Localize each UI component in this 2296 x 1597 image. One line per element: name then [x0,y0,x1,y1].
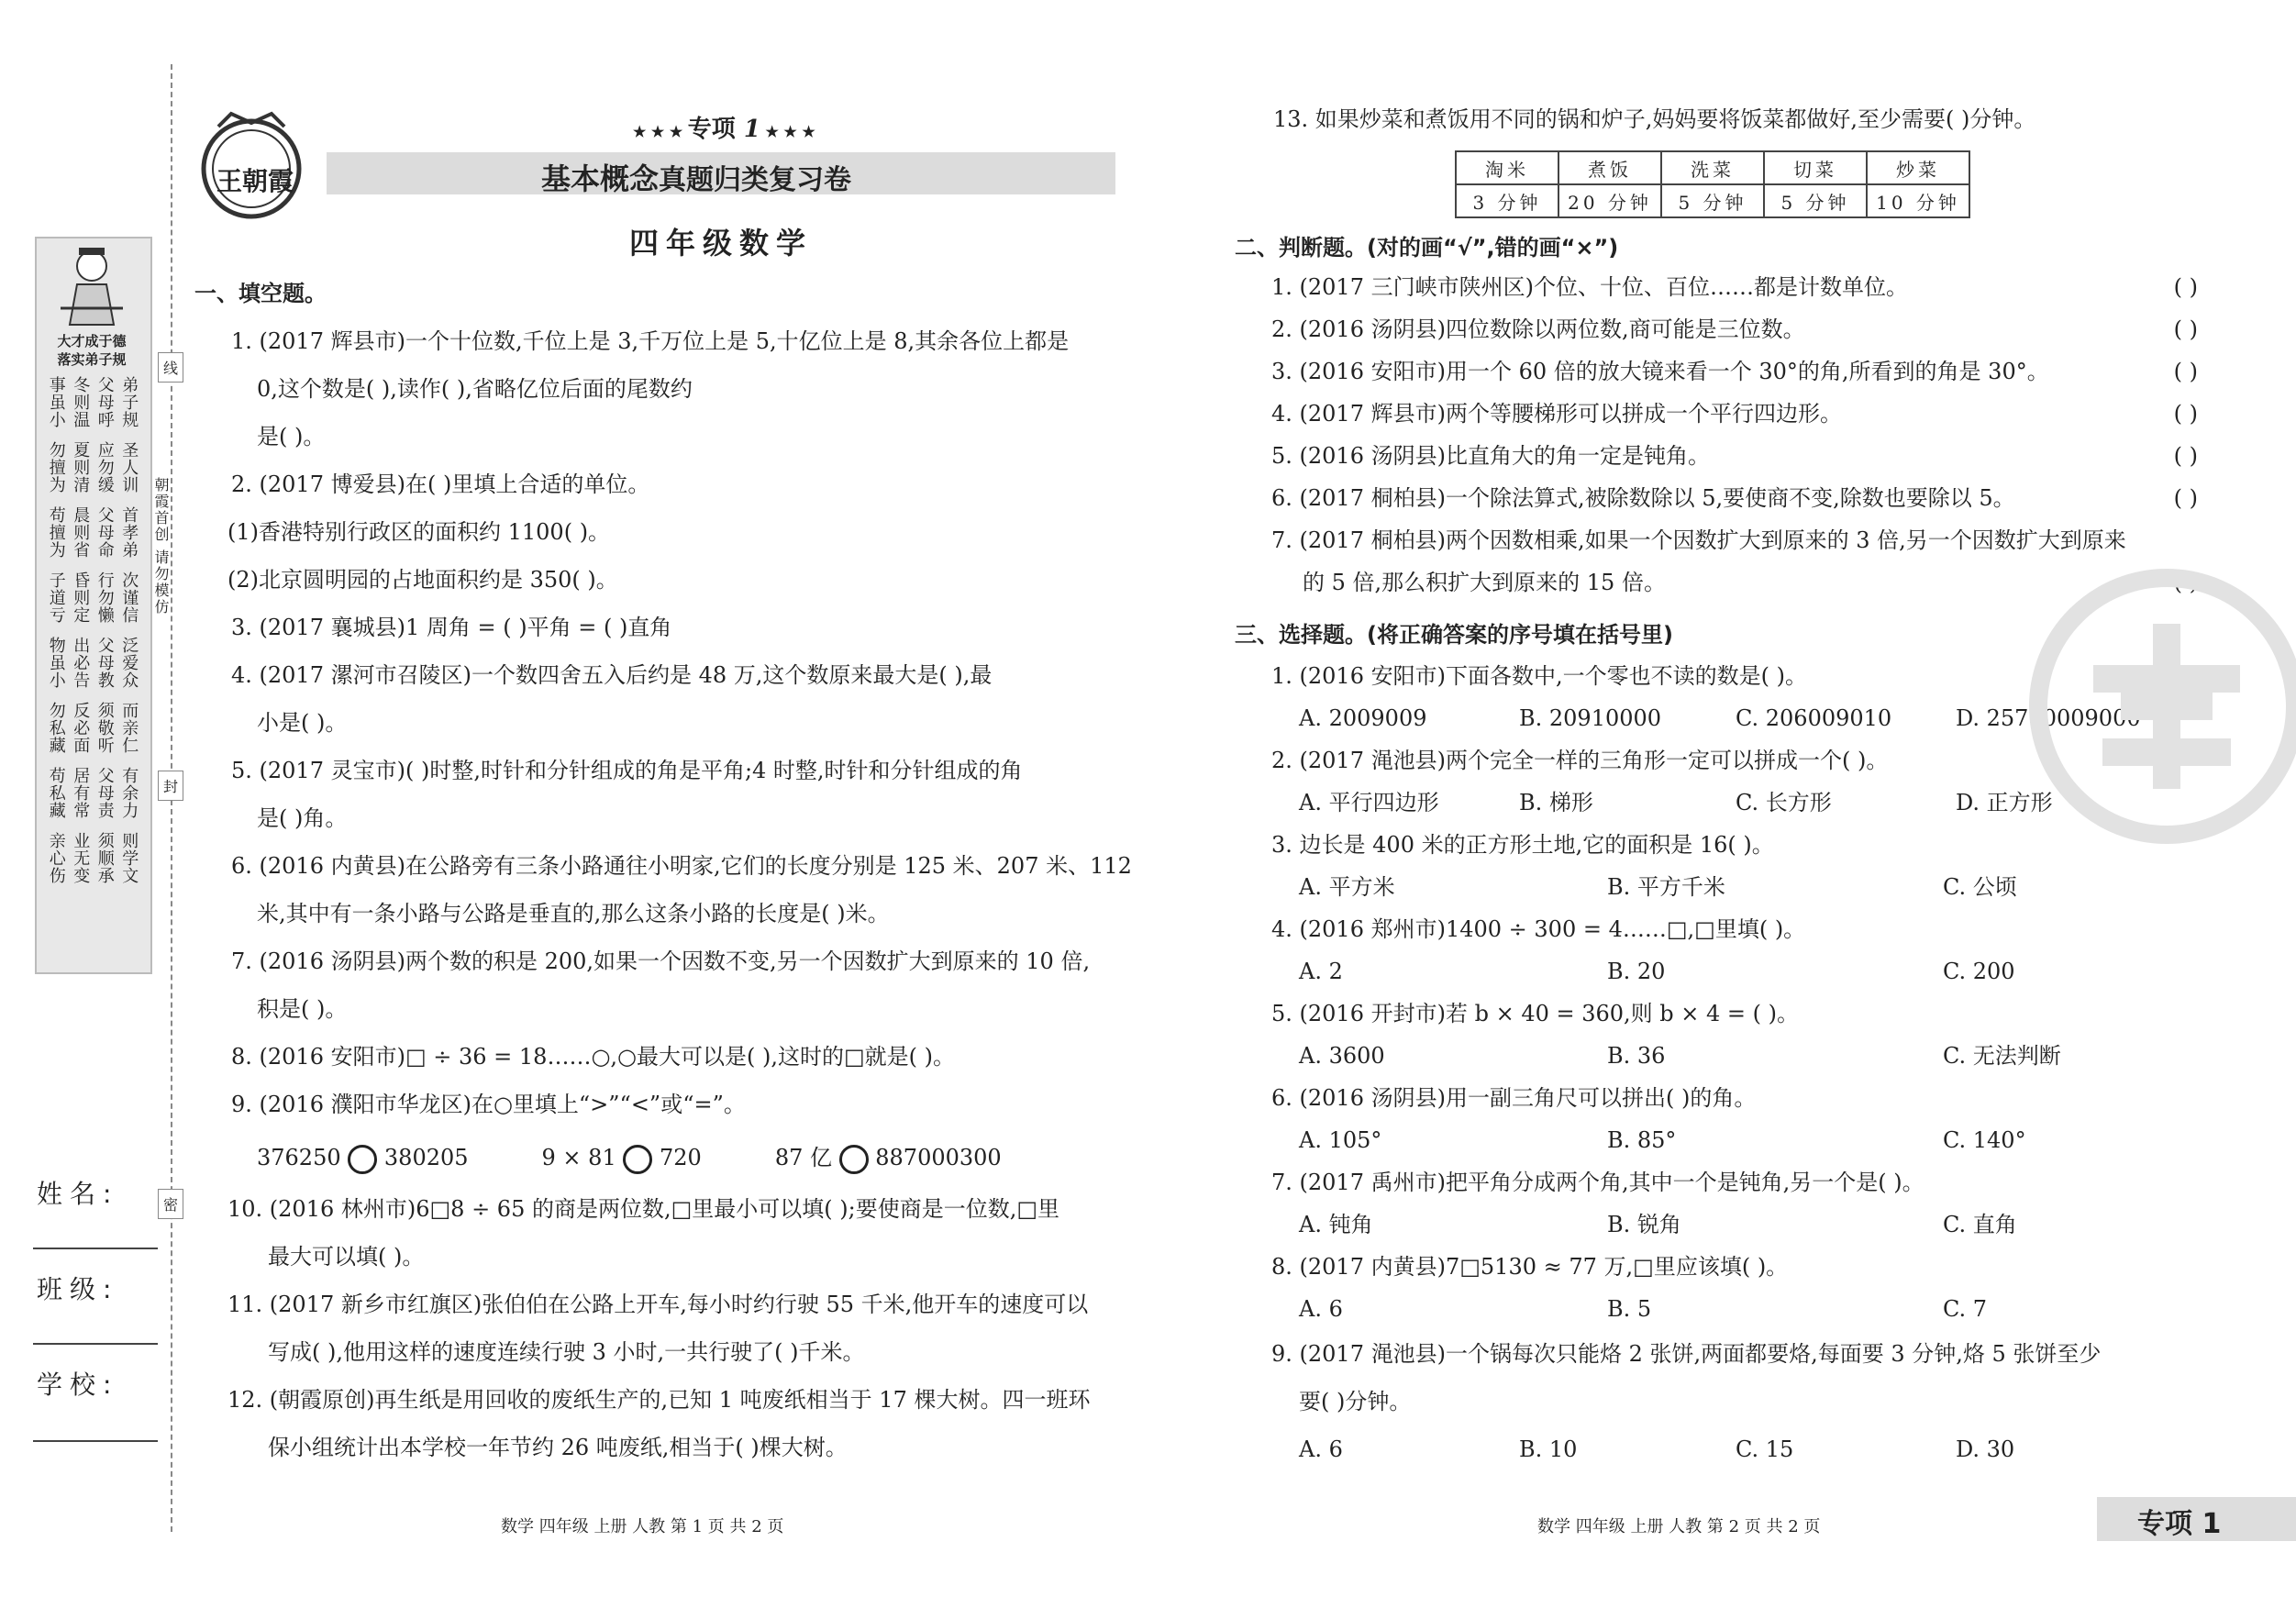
question-line: 最大可以填( )。 [268,1244,425,1270]
question-line: 6. (2016 内黄县)在公路旁有三条小路通往小明家,它们的长度分别是 125 米、207 米、112 [231,853,1132,879]
judge-item: 1. (2017 三门峡市陕州区)个位、十位、百位……都是计数单位。 ( ) [1271,266,2198,308]
verse-column: 父母呼 [94,376,115,428]
verse-column: 则学文 [119,832,139,884]
option[interactable]: A. 6 [1299,1296,1343,1322]
verse-column: 父母命 [94,506,115,559]
verse-block [44,376,141,428]
judge-item: 5. (2016 汤阴县)比直角大的角一定是钝角。 ( ) [1271,435,2198,477]
table-cell: 10 分钟 [1867,184,1969,217]
verse-column: 亲心伤 [46,832,66,884]
table-header-cell: 洗菜 [1661,151,1764,184]
question-line: 是( )。 [257,424,326,449]
verse-block [44,506,141,559]
compare-item: 87 亿 887000300 [775,1134,1002,1181]
option[interactable]: A. 3600 [1299,1043,1385,1069]
verse-column: 居有常 [71,767,91,819]
table-header-cell: 煮饭 [1558,151,1661,184]
judge-item: 2. (2016 汤阴县)四位数除以两位数,商可能是三位数。 ( ) [1271,308,2198,350]
school-field[interactable] [33,1440,158,1442]
scholar-illustration-icon [42,244,141,327]
page-title [541,156,851,198]
option[interactable]: A. 钝角 [1299,1212,1373,1237]
name-label: 姓名: [37,1179,119,1209]
verse-column: 而亲仁 [119,702,139,754]
question-line: 米,其中有一条小路与公路是垂直的,那么这条小路的长度是( )米。 [257,901,890,926]
answer-paren[interactable]: ( ) [2173,359,2198,384]
answer-paren[interactable]: ( ) [2173,485,2198,511]
logo-text: 王朝霞 [216,166,294,196]
choice-question: 7. (2017 禹州市)把平角分成两个角,其中一个是钝角,另一个是( )。 [1271,1170,1924,1195]
verse-column: 昏则定 [71,571,91,624]
table-row [1456,151,1969,184]
option[interactable]: B. 36 [1607,1043,1666,1069]
option[interactable]: B. 85° [1607,1127,1677,1153]
section-title: 三、选择题。(将正确答案的序号填在括号里) [1235,622,1673,648]
choice-question: 6. (2016 汤阴县)用一副三角尺可以拼出( )的角。 [1271,1085,1757,1111]
cut-mark-line: 线 [158,352,183,383]
choice-options [1271,1119,2207,1161]
table-cell: 5 分钟 [1661,184,1764,217]
table-cell: 20 分钟 [1558,184,1661,217]
strip-motto [37,332,147,369]
cut-mark-secret: 密 [158,1189,183,1219]
choice-question: 1. (2016 安阳市)下面各数中,一个零也不读的数是( )。 [1271,663,1807,689]
option[interactable]: A. 2009009 [1299,705,1427,731]
verse-column: 夏则清 [71,441,91,494]
choice-options [1271,866,2207,908]
verse-column: 业无变 [71,832,91,884]
option[interactable]: D. 30 [1956,1436,2015,1462]
verse-column: 次谨信 [119,571,139,624]
verse-column: 冬则温 [71,376,91,428]
motto-line-2: 落实弟子规 [57,351,127,368]
verse-column: 泛爱众 [119,637,139,689]
judge-item: 6. (2017 桐柏县)一个除法算式,被除数除以 5,要使商不变,除数也要除以 5。 ( ) [1271,477,2198,519]
verse-block [44,832,141,884]
choice-question: 2. (2017 渑池县)两个完全一样的三角形一定可以拼成一个( )。 [1271,748,1889,773]
cooking-time-table [1455,150,1970,218]
option[interactable]: C. 长方形 [1736,790,1832,815]
school-label: 学校: [37,1370,119,1400]
verse-column: 须敬听 [94,702,115,754]
option[interactable]: B. 20910000 [1519,705,1662,731]
choice-question: 4. (2016 郑州市)1400 ÷ 300 = 4……□,□里填( )。 [1271,916,1806,942]
answer-paren[interactable]: ( ) [2173,274,2198,300]
choice-options [1271,1425,2207,1473]
question-line: 是( )角。 [257,805,348,831]
judge-item: 的 5 倍,那么积扩大到原来的 15 倍。 ( ) [1271,561,2198,604]
table-cell: 5 分钟 [1764,184,1867,217]
option[interactable]: A. 平方米 [1299,874,1395,900]
title-rest: 真题归类复习卷 [659,164,852,196]
table-header-cell: 淘米 [1456,151,1558,184]
verse-column: 子道亏 [46,571,66,624]
option[interactable]: D. 25780009000 [1956,705,2141,731]
question-line: 小是( )。 [257,710,348,736]
option[interactable]: B. 10 [1519,1436,1578,1462]
compare-circle[interactable] [623,1145,652,1174]
verse-column: 首孝弟 [119,506,139,559]
verse-block [44,441,141,494]
verse-column: 物虽小 [46,637,66,689]
option[interactable]: C. 15 [1736,1436,1794,1462]
question-line: 11. (2017 新乡市红旗区)张伯伯在公路上开车,每小时约行驶 55 千米,他开车的速度可以 [227,1292,1089,1317]
choice-options [1271,1203,2207,1246]
option[interactable]: C. 200 [1943,959,2015,984]
verse-blocks [44,376,141,884]
option[interactable]: A. 105° [1299,1127,1382,1153]
verse-column: 反必面 [71,702,91,754]
option[interactable]: C. 直角 [1943,1212,2017,1237]
verse-column: 父母责 [94,767,115,819]
judge-item: 7. (2017 桐柏县)两个因数相乘,如果一个因数扩大到原来的 3 倍,另一个因数扩大到原来 [1271,527,2126,553]
answer-paren[interactable]: ( ) [2173,401,2198,427]
option[interactable]: B. 20 [1607,959,1666,984]
series-label: ★ ★ ★ 专项 1 ★ ★ ★ [633,116,815,143]
verse-column: 父母教 [94,637,115,689]
corner-label: 专项 1 [2137,1508,2222,1540]
secret-seal-icon [2029,569,2296,844]
option[interactable]: C. 公顷 [1943,874,2017,900]
vertical-note: 朝霞首创 请勿模仿 [152,477,170,616]
verse-column: 事虽小 [46,376,66,428]
compare-circle[interactable] [348,1145,377,1174]
answer-paren[interactable]: ( ) [2173,570,2198,595]
verse-block [44,571,141,624]
name-field[interactable] [33,1248,158,1249]
question-line: 0,这个数是( ),读作( ),省略亿位后面的尾数约 [257,376,693,402]
question-line: 保小组统计出本学校一年节约 26 吨废纸,相当于( )棵大树。 [268,1435,848,1460]
compare-item: 376250 380205 [257,1134,469,1181]
title-main: 基本概念 [541,161,660,196]
judge-item: 4. (2017 辉县市)两个等腰梯形可以拼成一个平行四边形。 ( ) [1271,393,2198,435]
verse-column: 苟私藏 [46,767,66,819]
question-line: 12. (朝霞原创)再生纸是用回收的废纸生产的,已知 1 吨废纸相当于 17 棵大树。四一班环 [227,1387,1091,1413]
option[interactable]: B. 锐角 [1607,1212,1681,1237]
compare-row [231,1134,1132,1181]
choice-question: 9. (2017 渑池县)一个锅每次只能烙 2 张饼,两面都要烙,每面要 3 分钟,烙 5 张饼至少 [1271,1341,2102,1367]
table-header-cell: 炒菜 [1867,151,1969,184]
class-label: 班级: [37,1274,119,1304]
answer-paren[interactable]: ( ) [2173,443,2198,469]
true-false-questions [1271,266,2198,604]
option[interactable]: B. 5 [1607,1296,1652,1322]
series-name: 专项 [687,116,736,143]
verse-block [44,637,141,689]
choice-options [1271,1035,2207,1077]
option[interactable]: B. 平方千米 [1607,874,1725,900]
page-footer-right: 数学 四年级 上册 人教 第 2 页 共 2 页 [1537,1517,1821,1536]
option[interactable]: A. 6 [1299,1436,1343,1462]
choice-question: 要( )分钟。 [1299,1389,1412,1414]
option[interactable]: A. 平行四边形 [1299,790,1439,815]
option[interactable]: B. 梯形 [1519,790,1593,815]
choice-options [1271,950,2207,993]
grade-subtitle: 四年级数学 [629,226,814,261]
table-cell: 3 分钟 [1456,184,1558,217]
table-header-cell: 切菜 [1764,151,1867,184]
question-line: 9. (2016 濮阳市华龙区)在○里填上“>”“<”或“=”。 [231,1092,746,1117]
verse-column: 勿擅为 [46,441,66,494]
question-line: (1)香港特别行政区的面积约 1100( )。 [227,519,611,545]
answer-paren[interactable]: ( ) [2173,316,2198,342]
verse-block [44,767,141,819]
option[interactable]: C. 140° [1943,1127,2026,1153]
series-number: 1 [743,116,760,143]
motto-line-1: 大才成于德 [57,333,127,349]
question-line: 写成( ),他用这样的速度连续行驶 3 小时,一共行驶了( )千米。 [268,1339,865,1365]
verse-column: 勿私藏 [46,702,66,754]
table-row [1456,184,1969,217]
verse-column: 出必告 [71,637,91,689]
question-line: 积是( )。 [257,996,348,1022]
section-title: 一、填空题。 [194,281,327,306]
option[interactable]: C. 7 [1943,1296,1988,1322]
question-line: 2. (2017 博爱县)在( )里填上合适的单位。 [231,471,650,497]
option[interactable]: D. 正方形 [1956,790,2053,815]
question-line: 4. (2017 漯河市召陵区)一个数四舍五入后约是 48 万,这个数原来最大是( ),最 [231,662,993,688]
page-footer-left: 数学 四年级 上册 人教 第 1 页 共 2 页 [501,1517,784,1536]
fill-blank-questions [227,317,1132,1471]
choice-question: 8. (2017 内黄县)7□5130 ≈ 77 万,□里应该填( )。 [1271,1254,1789,1280]
compare-circle[interactable] [839,1145,869,1174]
verse-column: 弟子规 [119,376,139,428]
question-line: 3. (2017 襄城县)1 周角 = ( )平角 = ( )直角 [231,615,672,640]
question-line: (2)北京圆明园的占地面积约是 350( )。 [227,567,618,593]
option[interactable]: A. 2 [1299,959,1343,984]
verse-block [44,702,141,754]
choice-options [1271,1288,2207,1330]
cut-mark-seal: 封 [158,771,183,801]
verse-column: 应勿缓 [94,441,115,494]
verse-column: 圣人训 [119,441,139,494]
question-line: 1. (2017 辉县市)一个十位数,千位上是 3,千万位上是 5,十亿位上是 8,其余各位上都是 [231,328,1070,354]
question-line: 5. (2017 灵宝市)( )时整,时针和分针组成的角是平角;4 时整,时针和分针组成的角 [231,758,1023,783]
class-field[interactable] [33,1343,158,1345]
question-line: 8. (2016 安阳市)□ ÷ 36 = 18……○,○最大可以是( ),这时的□就是( )。 [231,1044,955,1070]
verse-column: 苟擅为 [46,506,66,559]
question-13: 13. 如果炒菜和煮饭用不同的锅和炉子,妈妈要将饭菜都做好,至少需要( )分钟。 [1273,106,2036,132]
verse-column: 有余力 [119,767,139,819]
verse-column: 行勿懒 [94,571,115,624]
verse-column: 晨则省 [71,506,91,559]
judge-item: 3. (2016 安阳市)用一个 60 倍的放大镜来看一个 30°的角,所看到的角是 30°。 ( ) [1271,350,2198,393]
question-line: 10. (2016 林州市)6□8 ÷ 65 的商是两位数,□里最小可以填( );要使商是一位数,□里 [227,1196,1060,1222]
question-line: 7. (2016 汤阴县)两个数的积是 200,如果一个因数不变,另一个因数扩大到原来的 10 倍, [231,948,1091,974]
option[interactable]: C. 206009010 [1736,705,1892,731]
choice-question: 3. 边长是 400 米的正方形土地,它的面积是 16( )。 [1271,832,1774,858]
option[interactable]: C. 无法判断 [1943,1043,2061,1069]
choice-question: 5. (2016 开封市)若 b × 40 = 360,则 b × 4 = ( )。 [1271,1001,1800,1026]
section-title: 二、判断题。(对的画“√”,错的画“×”) [1235,235,1619,261]
compare-item: 9 × 81 720 [542,1134,702,1181]
verse-column: 须顺承 [94,832,115,884]
